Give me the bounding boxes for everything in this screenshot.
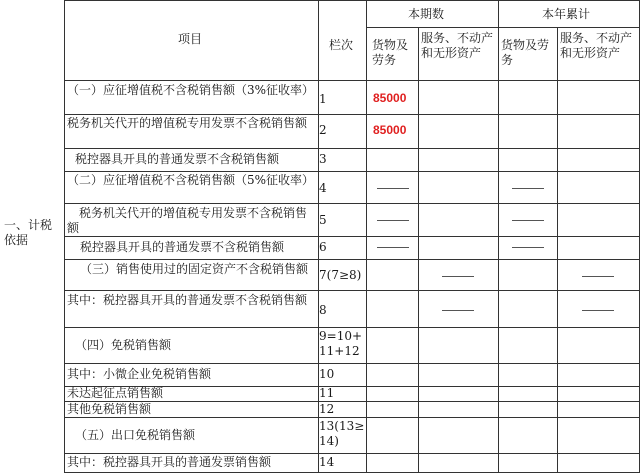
dash-mark [512,220,544,221]
header-services: 服务、不动产和无形资产 [421,31,494,60]
dash-mark [377,188,409,189]
row-item: （二）应征增值税不含税销售额（5%征收率） [67,173,315,187]
row-col-no: 8 [319,303,327,317]
dash-mark [442,310,474,311]
row-item: 其中：税控器具开具的普通发票销售额 [67,455,272,469]
header-current-period: 本期数 [408,7,445,21]
section-divider [64,0,65,473]
row-item: 税控器具开具的普通发票不含税销售额 [75,152,280,166]
row-item: 税务机关代开的增值税专用发票不含税销售额 [67,206,308,235]
row-line [64,171,640,172]
row-col-no: 4 [319,181,327,195]
header-services-year: 服务、不动产和无形资产 [560,31,633,60]
row-col-no: 14 [319,455,335,469]
header-goods-labor: 货物及劳务 [372,38,409,67]
row-item: （一）应征增值税不含税销售额（3%征收率） [67,83,315,97]
row-col-no: 10 [319,367,335,381]
header-goods-labor-year: 货物及劳务 [501,38,550,67]
row-line [64,114,640,115]
row-col-no: 2 [319,123,327,137]
sub-header-line [366,27,640,28]
dash-mark [582,276,614,277]
row-item: 其中：小微企业免税销售额 [67,367,212,381]
colno-col-divider [366,0,367,473]
row-value-current-goods: 85000 [373,123,407,137]
row-line [64,290,640,291]
row-item: 未达起征点销售额 [67,386,164,400]
row-col-no: 12 [319,402,335,416]
row-line [64,148,640,149]
current-inner-divider [418,27,419,473]
header-project: 项目 [178,32,203,46]
row-item: 其他免税销售额 [67,402,152,416]
row-item: 税控器具开具的普通发票不含税销售额 [80,240,285,254]
row-item: （五）出口免税销售额 [75,428,196,442]
row-col-no: 5 [319,213,327,227]
dash-mark [442,276,474,277]
row-item: 税务机关代开的增值税专用发票不含税销售额 [67,116,308,130]
row-col-no: 9=10+11+12 [319,329,363,358]
header-year-total: 本年累计 [542,7,591,21]
row-item: （四）免税销售额 [75,338,172,352]
dash-mark [582,310,614,311]
dash-mark [512,247,544,248]
dash-mark [377,220,409,221]
row-line [64,259,640,260]
row-value-current-goods: 85000 [373,91,407,105]
row-line [64,363,640,364]
header-column-no: 栏次 [329,38,354,52]
row-col-no: 11 [319,386,335,400]
section-label: 一、计税依据 [4,218,53,247]
period-divider [498,0,499,473]
top-border [64,0,640,1]
header-bottom-line [64,80,640,81]
row-col-no: 1 [319,92,327,106]
row-col-no: 3 [319,152,327,166]
row-line [64,236,640,237]
row-item: 其中：税控器具开具的普通发票不含税销售额 [67,293,308,307]
row-col-no: 13(13≥14) [319,419,365,448]
row-line [64,453,640,454]
dash-mark [512,188,544,189]
row-line [64,417,640,418]
row-item: （三）销售使用过的固定资产不含税销售额 [80,262,309,276]
row-line [64,203,640,204]
row-line [64,327,640,328]
row-col-no: 7(7≥8) [319,268,362,282]
dash-mark [377,247,409,248]
year-inner-divider [557,27,558,473]
row-col-no: 6 [319,240,327,254]
